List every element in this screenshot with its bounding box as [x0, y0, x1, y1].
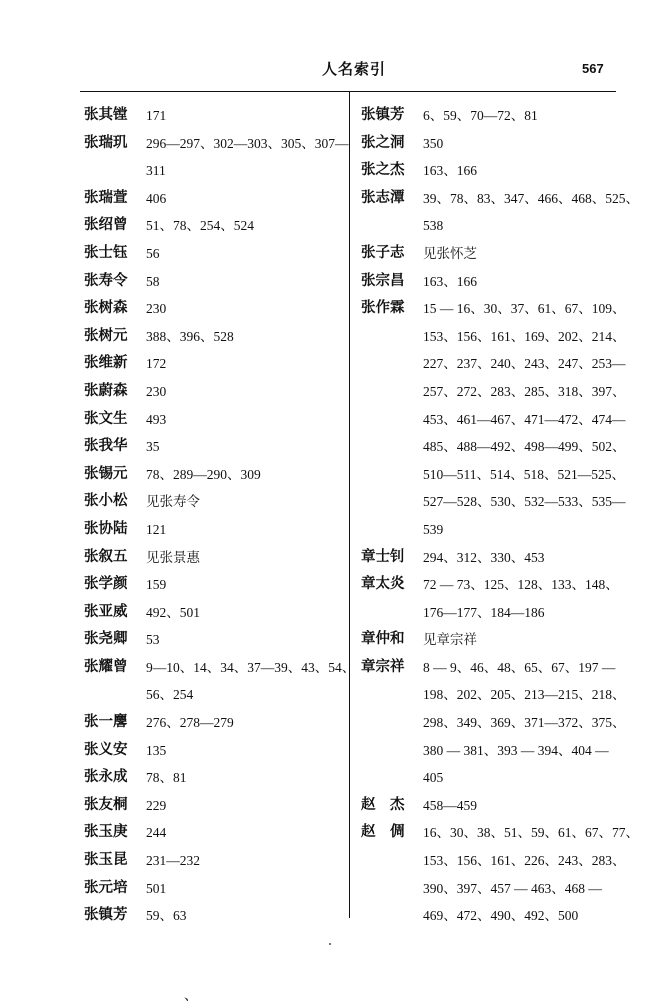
page-references: 163、166	[423, 163, 477, 179]
index-entry-continuation	[361, 406, 626, 434]
person-name: 张永成	[84, 769, 128, 786]
person-name: 章仲和	[361, 631, 405, 648]
person-name: 张义安	[84, 741, 128, 758]
index-entry	[361, 157, 623, 185]
page-references: 153、156、161、169、202、214、	[423, 328, 626, 344]
index-entry	[84, 240, 346, 268]
page-references: 58	[146, 273, 160, 289]
index-entry-continuation	[361, 350, 626, 378]
person-name: 张玉庚	[84, 824, 128, 841]
index-entry	[84, 792, 346, 820]
page-number: 567	[582, 61, 604, 76]
page-references: 380 — 381、393 — 394、404 —	[423, 742, 609, 758]
page-references: 9—10、14、34、37—39、43、54、	[146, 659, 356, 675]
page-references: 257、272、283、285、318、397、	[423, 383, 626, 399]
index-entry	[84, 571, 346, 599]
index-entry	[361, 626, 623, 654]
page-references: 198、202、205、213—215、218、	[423, 687, 626, 703]
index-entry	[84, 654, 356, 682]
index-entry-continuation	[361, 709, 626, 737]
person-name: 张绍曾	[84, 217, 128, 234]
column-divider	[349, 92, 350, 918]
index-entry	[84, 819, 346, 847]
page-references: 135	[146, 742, 167, 758]
page-references: 见章宗祥	[423, 632, 477, 648]
index-entry-continuation	[361, 461, 623, 489]
page-references: 78、289—290、309	[146, 466, 261, 482]
page-references: 16、30、38、51、59、61、67、77、	[423, 825, 639, 841]
person-name: 张志潭	[361, 189, 405, 206]
index-entry-continuation	[84, 681, 346, 709]
person-name: 张我华	[84, 438, 128, 455]
person-name: 张其镗	[84, 107, 128, 123]
page-references: 458—459	[423, 797, 477, 813]
index-entry-continuation	[361, 681, 626, 709]
index-entry-continuation	[361, 516, 623, 544]
person-name: 张玉昆	[84, 852, 128, 869]
index-entry	[361, 295, 626, 323]
index-entry	[361, 571, 623, 599]
index-entry	[84, 212, 346, 240]
person-name: 张一麐	[84, 714, 128, 731]
index-entry	[84, 102, 346, 130]
index-entry	[84, 902, 346, 930]
index-entry-continuation	[361, 433, 626, 461]
page-references: 230	[146, 301, 167, 317]
page-references: 492、501	[146, 604, 200, 620]
page-references: 172	[146, 356, 167, 372]
index-column-left	[84, 102, 356, 930]
index-entry	[84, 406, 346, 434]
page-references: 539	[423, 521, 444, 537]
page-references: 159	[146, 577, 167, 593]
index-entry	[84, 323, 346, 351]
page-references: 8 — 9、46、48、65、67、197 —	[423, 659, 616, 675]
index-entry-continuation	[361, 378, 626, 406]
page-references: 见张怀芝	[423, 245, 477, 261]
index-entry	[84, 130, 349, 158]
page-references: 276、278—279	[146, 715, 234, 731]
person-name: 张之洞	[361, 134, 405, 151]
page-references: 527—528、530、532—533、535—	[423, 494, 626, 510]
page-references: 296—297、302—303、305、307—	[146, 135, 349, 151]
person-name: 张尧卿	[84, 631, 128, 648]
index-entry	[84, 488, 346, 516]
page-references: 406	[146, 190, 167, 206]
index-entry	[84, 350, 346, 378]
page-references: 72 — 73、125、128、133、148、	[423, 577, 619, 593]
index-entry	[84, 599, 346, 627]
index-entry	[361, 792, 623, 820]
index-entry	[84, 626, 346, 654]
person-name: 张树元	[84, 327, 128, 344]
index-entry	[84, 268, 346, 296]
page-references: 56	[146, 245, 160, 261]
index-entry	[84, 709, 346, 737]
person-name: 张锡元	[84, 465, 128, 482]
page-references: 231—232	[146, 853, 200, 869]
page-references: 493	[146, 411, 167, 427]
page-references: 121	[146, 521, 167, 537]
index-entry	[84, 295, 346, 323]
page-references: 171	[146, 108, 167, 123]
stray-comma-mark: 、	[184, 988, 198, 1004]
page-references: 244	[146, 825, 167, 841]
person-name: 张耀曾	[84, 658, 128, 675]
index-entry	[84, 544, 346, 572]
person-name: 章太炎	[361, 576, 405, 593]
person-name: 张叙五	[84, 548, 128, 565]
person-name: 赵 杰	[361, 796, 405, 813]
page-references: 59、63	[146, 908, 187, 924]
index-entry	[84, 764, 346, 792]
page-references: 176—177、184—186	[423, 604, 545, 620]
index-entry-continuation	[84, 157, 346, 185]
page-references: 39、78、83、347、466、468、525、	[423, 190, 639, 206]
person-name: 张学颜	[84, 576, 128, 593]
index-entry-continuation	[361, 847, 626, 875]
index-entry-continuation	[361, 599, 623, 627]
index-entry-continuation	[361, 323, 626, 351]
person-name: 张寿令	[84, 272, 128, 289]
person-name: 张维新	[84, 355, 128, 372]
index-entry	[361, 102, 623, 130]
index-entry	[84, 185, 346, 213]
index-column-right	[361, 102, 639, 930]
index-entry	[84, 737, 346, 765]
page-references: 227、237、240、243、247、253—	[423, 356, 626, 372]
person-name: 张小松	[84, 493, 128, 510]
page-references: 298、349、369、371—372、375、	[423, 715, 626, 731]
index-entry	[84, 875, 346, 903]
page-references: 390、397、457 — 463、468 —	[423, 880, 602, 896]
index-entry	[361, 819, 639, 847]
person-name: 张协陆	[84, 520, 128, 537]
page-references: 见张寿令	[146, 494, 200, 510]
page-references: 510—511、514、518、521—525、	[423, 466, 625, 482]
page-references: 538	[423, 218, 444, 234]
person-name: 张树森	[84, 300, 128, 317]
person-name: 张之杰	[361, 162, 405, 179]
stray-dot-mark	[329, 943, 331, 945]
person-name: 张元培	[84, 879, 128, 896]
page-references: 53	[146, 632, 160, 648]
index-entry-continuation	[361, 875, 623, 903]
person-name: 赵 倜	[361, 824, 405, 841]
index-entry	[361, 185, 639, 213]
page-references: 35	[146, 439, 160, 455]
page-references: 485、488—492、498—499、502、	[423, 439, 626, 455]
page-references: 501	[146, 880, 167, 896]
index-entry-continuation	[361, 902, 623, 930]
index-entry	[84, 516, 346, 544]
index-entry-continuation	[361, 488, 626, 516]
index-entry	[84, 461, 346, 489]
person-name: 张宗昌	[361, 272, 405, 289]
page-references: 78、81	[146, 770, 187, 786]
index-entry	[361, 240, 623, 268]
person-name: 张蔚森	[84, 382, 128, 399]
person-name: 张镇芳	[84, 907, 128, 924]
page-references: 153、156、161、226、243、283、	[423, 853, 626, 869]
page-references: 453、461—467、471—472、474—	[423, 411, 626, 427]
page-references: 163、166	[423, 273, 477, 289]
page-references: 388、396、528	[146, 328, 234, 344]
index-entry	[361, 268, 623, 296]
person-name: 张瑞萱	[84, 189, 128, 206]
page-references: 56、254	[146, 687, 194, 703]
page-references: 见张景惠	[146, 549, 200, 565]
index-entry-continuation	[361, 737, 623, 765]
index-entry	[84, 847, 346, 875]
page-references: 51、78、254、524	[146, 218, 254, 234]
person-name: 张作霖	[361, 300, 405, 317]
index-entry	[84, 433, 346, 461]
person-name: 张亚威	[84, 603, 128, 620]
person-name: 张子志	[361, 244, 405, 261]
page-references: 230	[146, 383, 167, 399]
index-entry	[361, 654, 623, 682]
header-title: 人名索引	[322, 60, 387, 78]
index-entry	[361, 130, 623, 158]
page-references: 311	[146, 163, 166, 179]
page-references: 229	[146, 797, 167, 813]
person-name: 章宗祥	[361, 658, 405, 675]
person-name: 张文生	[84, 410, 128, 427]
index-entry-continuation	[361, 212, 623, 240]
page-references: 469、472、490、492、500	[423, 908, 579, 924]
page-references: 405	[423, 770, 444, 786]
person-name: 张士钰	[84, 244, 128, 261]
page-references: 350	[423, 135, 444, 151]
person-name: 张友桐	[84, 796, 128, 813]
index-entry	[84, 378, 346, 406]
index-entry	[361, 544, 623, 572]
page-references: 294、312、330、453	[423, 549, 545, 565]
page-references: 6、59、70—72、81	[423, 108, 538, 123]
person-name: 张镇芳	[361, 107, 405, 123]
header-rule	[80, 91, 616, 92]
person-name: 章士钊	[361, 548, 405, 565]
person-name: 张瑞玑	[84, 134, 128, 151]
index-entry-continuation	[361, 764, 623, 792]
page-references: 15 — 16、30、37、61、67、109、	[423, 301, 626, 317]
